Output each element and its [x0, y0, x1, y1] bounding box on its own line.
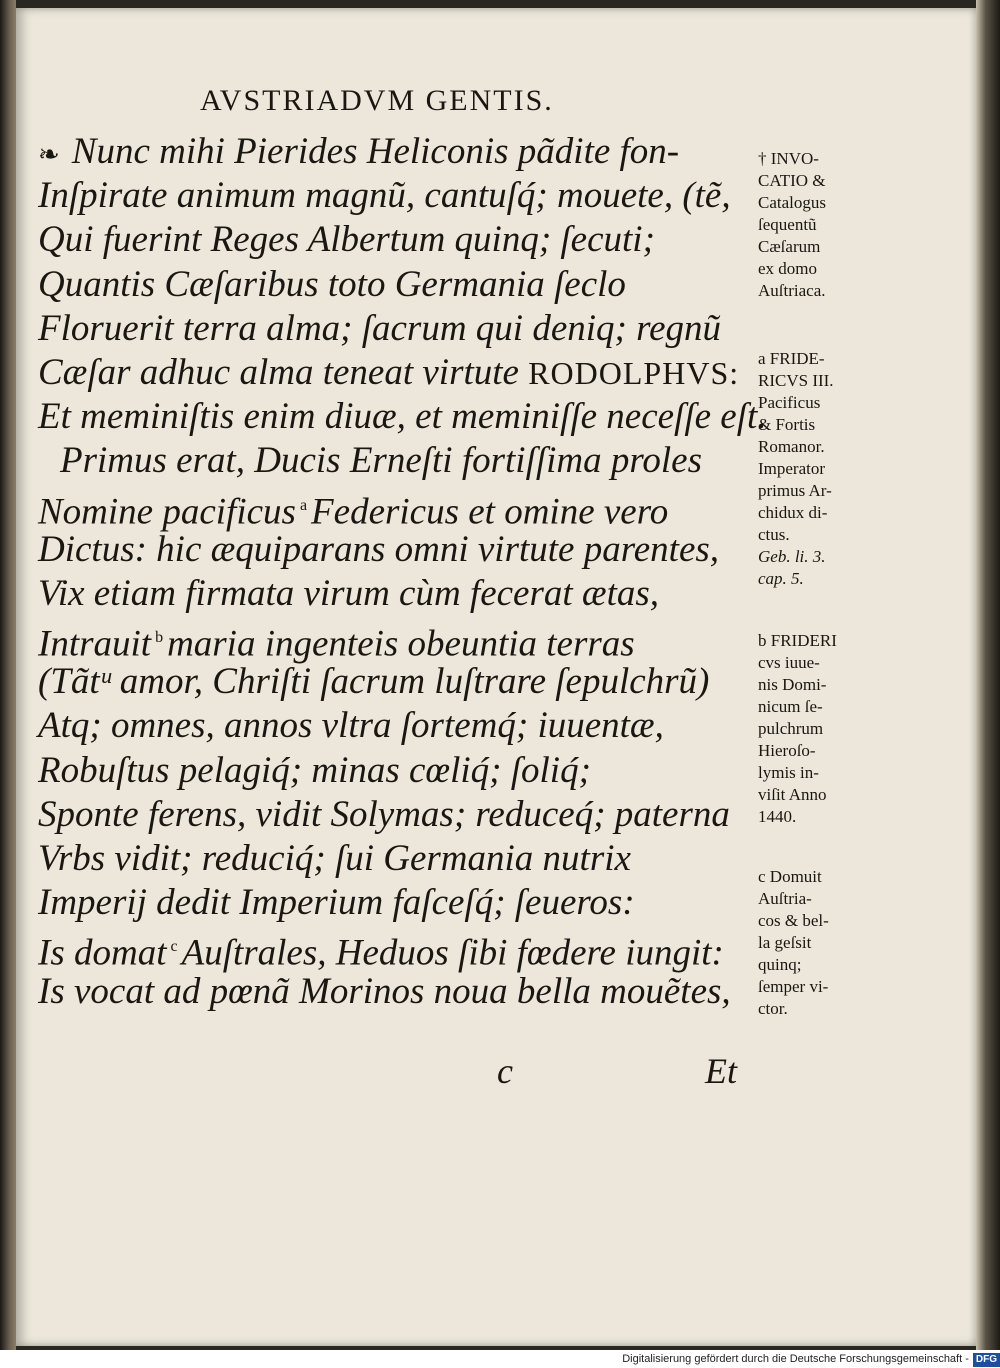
verse-line: Is domat $^c$ Auſtrales, Heduos ſibi fœdere iungit:	[38, 932, 724, 974]
verse-line: Quantis Cæſaribus toto Germania ſeclo	[38, 263, 626, 305]
rodolphus-small-caps: RODOLPHVS:	[528, 354, 740, 391]
dfg-logo-icon: DFG	[973, 1353, 1000, 1367]
note-marker-c: c	[170, 938, 178, 956]
note-marker-b: b	[155, 629, 164, 647]
credit-text: Digitalisierung gefördert durch die Deutsche Forschungsgemeinschaft -	[622, 1353, 969, 1365]
citation-reference: cap. 5.	[758, 569, 804, 588]
verse-line: Vix etiam firmata virum cùm fecerat ætas,	[38, 572, 660, 614]
verse-line: Cæſar adhuc alma teneat virtute RODOLPHVS:	[38, 351, 740, 393]
verse-line: Floruerit terra alma; ſacrum qui deniq; regnũ	[38, 307, 722, 349]
citation-reference: Geb. li. 3.	[758, 547, 826, 566]
verse-line: Nomine pacificus $^a$ Federicus et omine vero	[38, 490, 669, 532]
signature-mark: c	[497, 1051, 513, 1091]
running-head: AVSTRIADVM GENTIS.	[200, 84, 554, 117]
marginal-note-domuit: c Domuit Auſtria- cos & bel- la geſsit quinq; ſemper vi- ctor.	[758, 867, 829, 1018]
verse-line: Sponte ferens, vidit Solymas; reduceq́; paterna	[38, 793, 730, 835]
verse-line: Inſpirate animum magnũ, cantuſq́; mouete, (tẽ,	[38, 175, 731, 217]
marginal-note-fridericus-iii: a FRIDE- RICVS III. Pacificus & Fortis Romanor. Imperator primus Ar- chidux di- ctus. Geb. li. 3. cap. 5.	[758, 348, 868, 590]
verse-line: (Tãtᵘ amor, Chriſti ſacrum luſtrare ſepulchrũ)	[38, 661, 710, 703]
verse-line: Vrbs vidit; reduciq́; ſui Germania nutrix	[38, 838, 631, 879]
page-fore-edge	[976, 0, 1000, 1350]
verse-line: Atq; omnes, annos vltra ſortemq́; iuuentæ,	[38, 705, 664, 747]
verse-line: Imperij dedit Imperium faſceſq́; ſeueros:	[38, 882, 635, 924]
marginal-note-invocatio: † INVO- CATIO & Catalogus ſequentũ Cæſarum ex domo Auſtriaca.	[758, 149, 826, 300]
catchword: Et	[705, 1051, 737, 1091]
verse-line: Is vocat ad pœnã Morinos noua bella mouẽtes,	[38, 970, 731, 1012]
verse-line: Primus erat, Ducis Erneſti fortiſſima proles	[60, 440, 703, 482]
note-marker-a: a	[299, 496, 308, 514]
fleuron-ornament-icon: ❧	[38, 140, 60, 169]
verse-line: Intrauit $^b$ maria ingenteis obeuntia terras	[38, 623, 635, 665]
verse-block	[38, 130, 768, 1014]
verse-line: Et meminiſtis enim diuæ, et meminiſſe neceſſe eſt.	[38, 396, 767, 438]
marginal-note-fridericus-iuuenis: b FRIDERI cvs iuue- nis Domi- nicum ſe- pulchrum Hieroſo- lymis in- viſit Anno 1440.	[758, 631, 837, 826]
book-binding-edge	[0, 0, 16, 1350]
verse-line: Robuſtus pelagiq́; minas cœliq́; ſoliq́;	[38, 749, 591, 791]
verse-line: Qui fuerint Reges Albertum quinq; ſecuti;	[38, 219, 655, 261]
digitization-credit	[600, 1350, 1000, 1368]
verse-line: Dictus: hic æquiparans omni virtute parentes,	[38, 528, 720, 570]
verse-line: ❧ Nunc mihi Pierides Heliconis pãdite fon-	[38, 131, 680, 172]
